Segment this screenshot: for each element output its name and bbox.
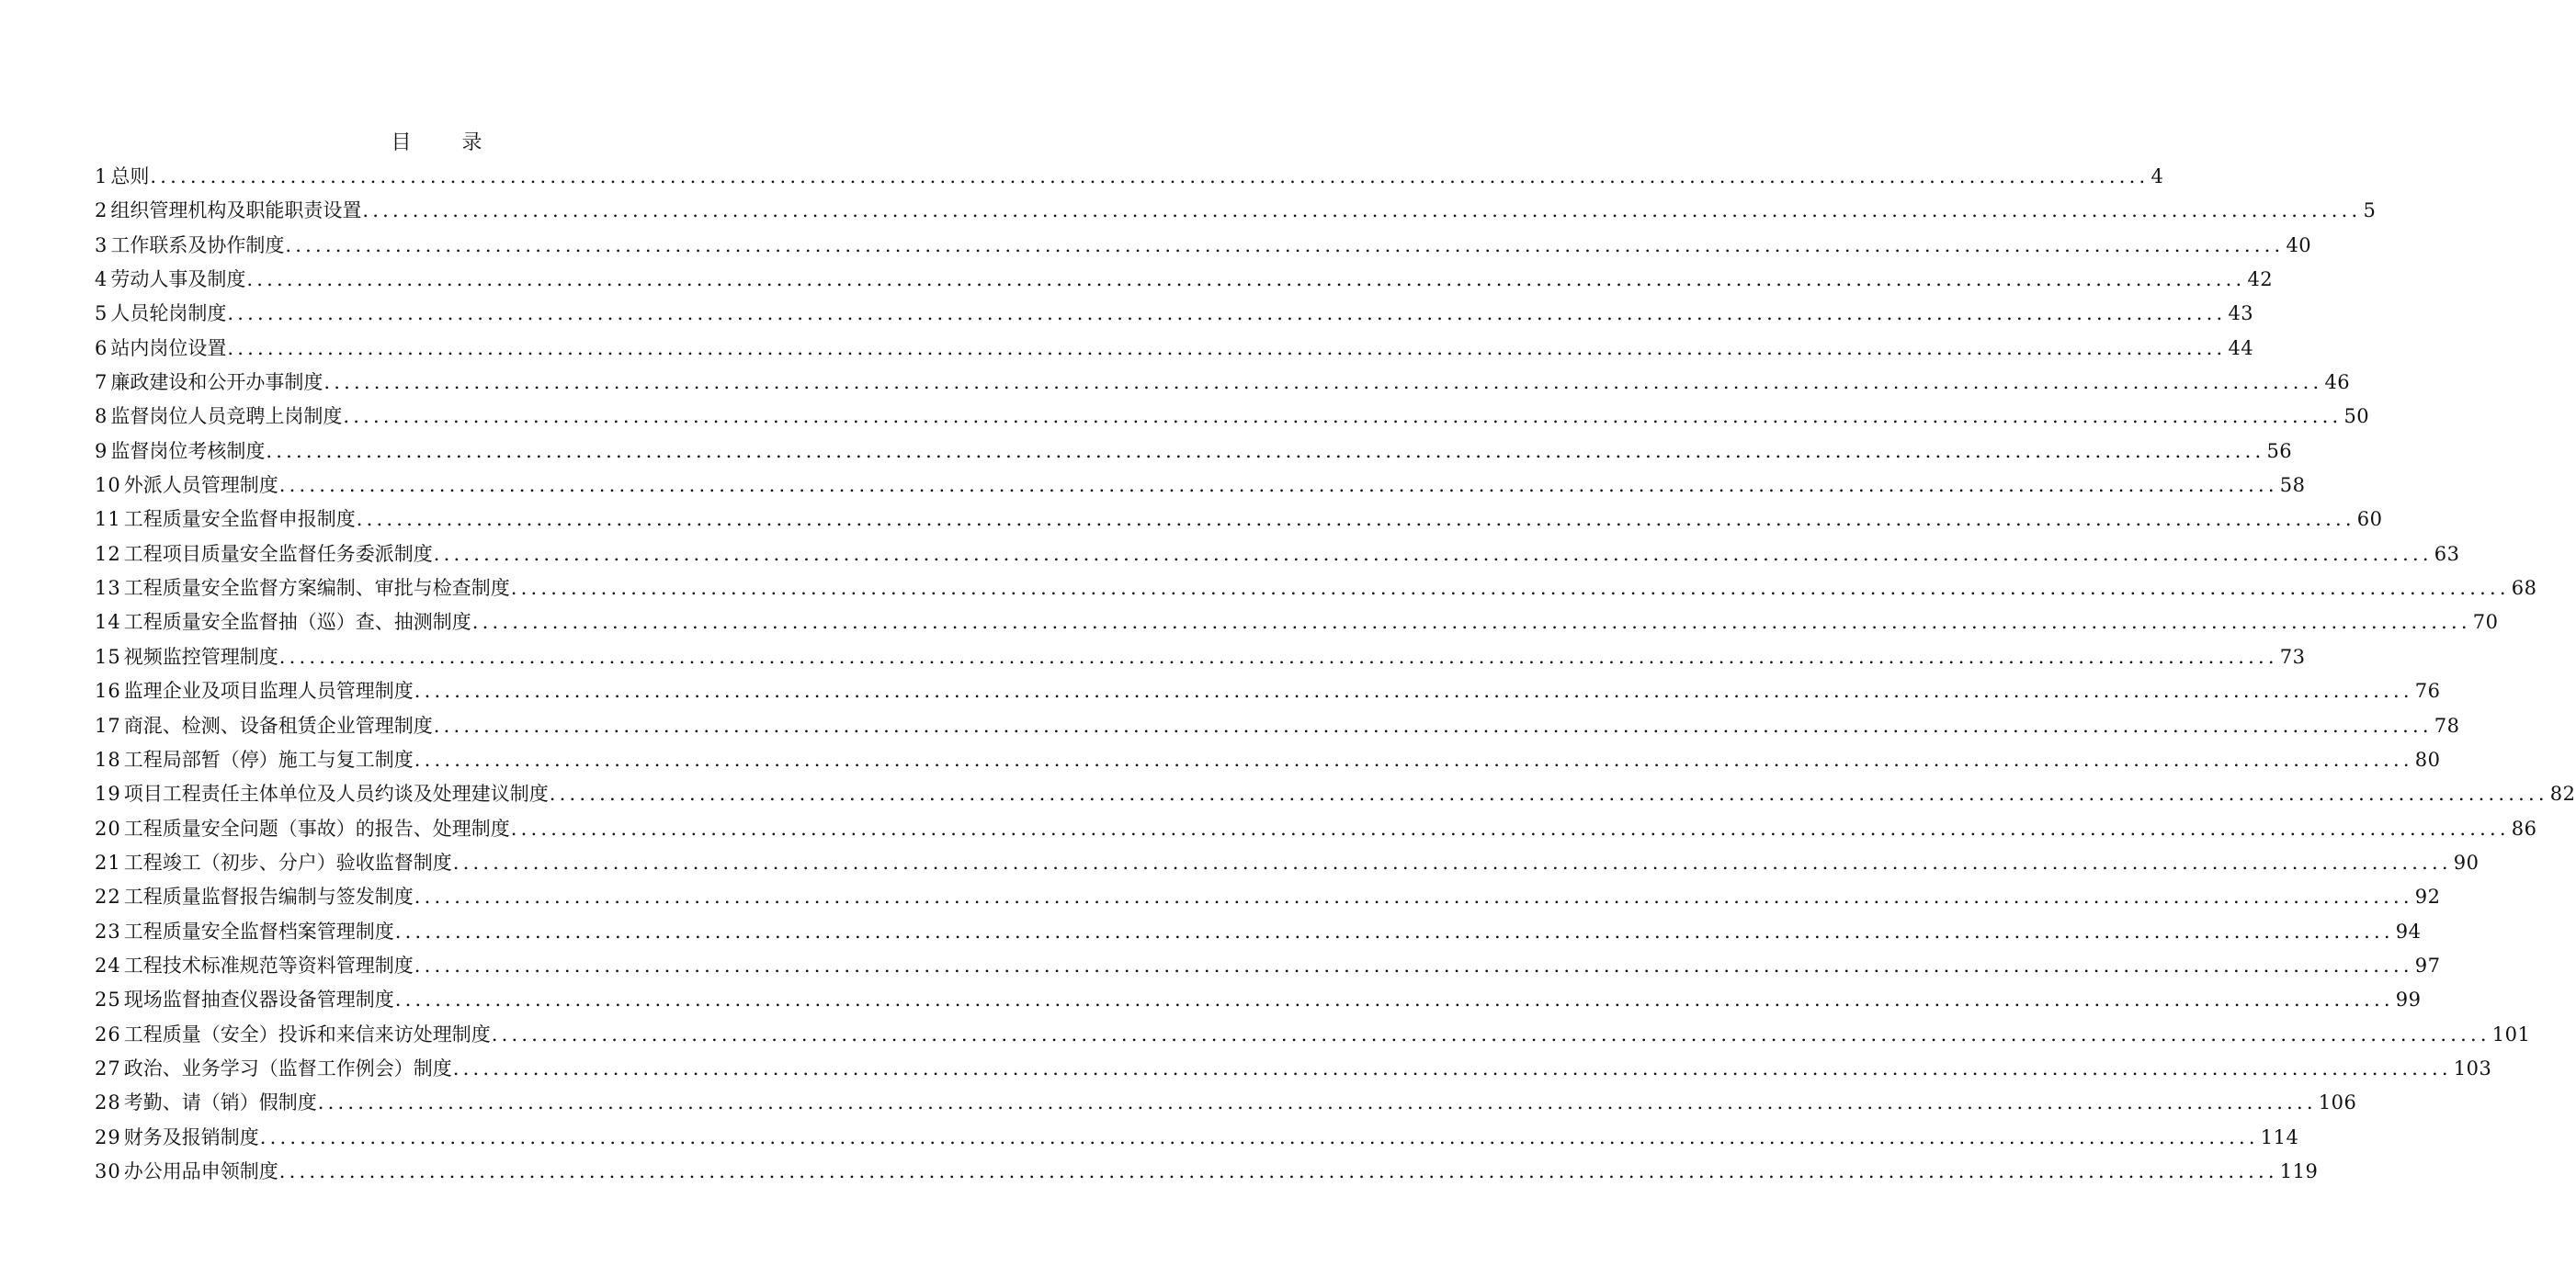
toc-entry-number: 14 [95,611,121,634]
toc-entry-number: 17 [95,714,121,737]
toc-entry-8[interactable] [95,400,2370,434]
toc-entry-page-number: 5 [2363,199,2377,222]
toc-entry-22[interactable] [95,880,2441,914]
toc-entry-page-number: 76 [2414,680,2441,703]
toc-entry-29[interactable] [95,1121,2299,1155]
toc-entry-title: 组织管理机构及职能职责设置 [110,199,362,222]
toc-entry-title: 监督岗位考核制度 [110,439,266,462]
toc-entry-page-number: 114 [2260,1125,2299,1148]
toc-entry-3[interactable] [95,229,2312,263]
toc-dot-leader: ........................................................................................................................................................................................................ [246,268,2246,291]
toc-entry-title: 总则 [110,165,150,187]
toc-entry-number: 16 [95,680,121,703]
toc-entry-5[interactable] [95,297,2254,331]
toc-entry-2[interactable] [95,194,2377,228]
toc-entry-page-number: 103 [2453,1057,2492,1079]
toc-entry-title: 工程竣工（初步、分户）验收监督制度 [123,851,452,874]
toc-entry-page-number: 97 [2414,954,2441,977]
toc-entry-number: 29 [95,1125,121,1148]
toc-dot-leader: ........................................................................................................................................................................................................ [452,1057,2452,1079]
toc-entry-1[interactable] [95,160,2164,194]
toc-entry-title: 办公用品申领制度 [123,1159,278,1182]
toc-entry-page-number: 42 [2247,268,2274,291]
toc-entry-20[interactable] [95,812,2537,846]
toc-dot-leader: ........................................................................................................................................................................................................ [227,302,2227,325]
toc-entry-page-number: 68 [2511,577,2537,600]
toc-entry-16[interactable] [95,674,2441,708]
toc-entry-number: 10 [95,474,121,497]
toc-entry-number: 1 [95,165,108,187]
toc-entry-page-number: 44 [2228,336,2254,359]
toc-entry-title: 工程质量监督报告编制与签发制度 [123,886,414,909]
toc-entry-title: 工程局部暂（停）施工与复工制度 [123,748,414,771]
toc-entry-number: 11 [95,508,121,531]
toc-entry-title: 监督岗位人员竞聘上岗制度 [110,405,343,428]
toc-entry-page-number: 86 [2511,817,2537,840]
toc-entry-page-number: 90 [2453,851,2480,874]
toc-dot-leader: ........................................................................................................................................................................................................ [414,954,2413,977]
toc-entry-number: 9 [95,439,108,462]
toc-entry-10[interactable] [95,469,2306,503]
toc-entry-number: 25 [95,989,121,1012]
toc-entry-number: 18 [95,748,121,771]
toc-entry-number: 15 [95,645,121,668]
toc-entry-21[interactable] [95,846,2480,880]
toc-dot-leader: ........................................................................................................................................................................................................ [394,920,2394,943]
toc-entry-title: 工程质量安全问题（事故）的报告、处理制度 [123,817,510,840]
toc-dot-leader: ........................................................................................................................................................................................................ [343,405,2343,428]
toc-entry-number: 6 [95,336,108,359]
toc-entry-23[interactable] [95,915,2422,949]
toc-entry-page-number: 80 [2414,748,2441,771]
toc-dot-leader: ........................................................................................................................................................................................................ [356,508,2355,531]
toc-entry-24[interactable] [95,949,2441,983]
toc-entry-title: 廉政建设和公开办事制度 [110,371,323,394]
toc-entry-13[interactable] [95,571,2537,605]
toc-entry-title: 考勤、请（销）假制度 [123,1091,317,1114]
toc-dot-leader: ........................................................................................................................................................................................................ [278,474,2278,497]
toc-entry-title: 项目工程责任主体单位及人员约谈及处理建议制度 [123,783,549,806]
toc-dot-leader: ........................................................................................................................................................................................................ [266,439,2265,462]
toc-entry-page-number: 106 [2318,1091,2357,1114]
toc-entry-title: 劳动人事及制度 [110,268,246,291]
toc-entry-page-number: 46 [2324,371,2351,394]
toc-entry-title: 工程项目质量安全监督任务委派制度 [123,542,433,565]
toc-dot-leader: ........................................................................................................................................................................................................ [362,199,2362,222]
toc-entry-number: 26 [95,1023,121,1046]
toc-entry-11[interactable] [95,503,2383,537]
toc-entry-title: 站内岗位设置 [110,336,227,359]
toc-entry-title: 工程质量安全监督档案管理制度 [123,920,394,943]
toc-entry-number: 19 [95,783,121,806]
toc-entry-number: 8 [95,405,108,428]
toc-entry-15[interactable] [95,640,2306,674]
toc-entry-17[interactable] [95,709,2460,743]
toc-dot-leader: ........................................................................................................................................................................................................ [452,851,2452,874]
toc-entry-number: 4 [95,268,108,291]
toc-dot-leader: ........................................................................................................................................................................................................ [394,989,2394,1012]
toc-entry-title: 商混、检测、设备租赁企业管理制度 [123,714,433,737]
toc-entry-page-number: 56 [2266,439,2293,462]
toc-entry-28[interactable] [95,1086,2357,1120]
toc-entry-title: 财务及报销制度 [123,1125,259,1148]
toc-entry-27[interactable] [95,1052,2492,1086]
toc-entry-title: 工程质量安全监督方案编制、审批与检查制度 [123,577,510,600]
toc-entry-26[interactable] [95,1018,2531,1052]
toc-title: 目 录 [391,131,505,154]
toc-dot-leader: ........................................................................................................................................................................................................ [491,1023,2491,1046]
toc-entry-page-number: 78 [2434,714,2460,737]
toc-dot-leader: ........................................................................................................................................................................................................ [285,233,2285,256]
toc-dot-leader: ........................................................................................................................................................................................................ [471,611,2471,634]
toc-entry-page-number: 70 [2472,611,2499,634]
toc-dot-leader: ........................................................................................................................................................................................................ [414,680,2413,703]
toc-entry-number: 21 [95,851,121,874]
toc-dot-leader: ........................................................................................................................................................................................................ [150,165,2150,187]
toc-entry-page-number: 63 [2434,542,2460,565]
toc-dot-leader: ........................................................................................................................................................................................................ [317,1091,2317,1114]
toc-entry-25[interactable] [95,983,2422,1017]
toc-dot-leader: ........................................................................................................................................................................................................ [510,577,2510,600]
toc-entry-number: 7 [95,371,108,394]
toc-entry-number: 12 [95,542,121,565]
toc-entry-title: 工程技术标准规范等资料管理制度 [123,954,414,977]
toc-entry-title: 工程质量安全监督抽（巡）查、抽测制度 [123,611,471,634]
toc-entry-number: 3 [95,233,108,256]
toc-entry-title: 工程质量安全监督申报制度 [123,508,356,531]
toc-entry-number: 23 [95,920,121,943]
toc-dot-leader: ........................................................................................................................................................................................................ [510,817,2510,840]
toc-entry-7[interactable] [95,366,2351,400]
toc-entry-number: 2 [95,199,108,222]
toc-entry-number: 28 [95,1091,121,1114]
toc-entry-6[interactable] [95,332,2254,366]
toc-entry-page-number: 119 [2279,1159,2319,1182]
toc-dot-leader: ........................................................................................................................................................................................................ [278,645,2278,668]
toc-entry-12[interactable] [95,537,2460,571]
toc-entry-title: 监理企业及项目监理人员管理制度 [123,680,414,703]
toc-dot-leader: ........................................................................................................................................................................................................ [259,1125,2259,1148]
toc-entry-19[interactable] [95,777,2576,811]
toc-dot-leader: ........................................................................................................................................................................................................ [433,714,2433,737]
toc-entry-page-number: 94 [2395,920,2422,943]
toc-entry-page-number: 101 [2491,1023,2531,1046]
toc-entry-9[interactable] [95,435,2293,469]
toc-entry-page-number: 92 [2414,886,2441,909]
toc-entry-title: 外派人员管理制度 [123,474,278,497]
toc-entry-title: 政治、业务学习（监督工作例会）制度 [123,1057,452,1079]
toc-entry-number: 27 [95,1057,121,1079]
toc-entry-30[interactable] [95,1155,2319,1189]
toc-list [95,160,2576,1189]
toc-entry-14[interactable] [95,605,2499,639]
toc-dot-leader: ........................................................................................................................................................................................................ [227,336,2227,359]
toc-entry-page-number: 82 [2549,783,2576,806]
toc-entry-title: 工程质量（安全）投诉和来信来访处理制度 [123,1023,491,1046]
toc-entry-page-number: 43 [2228,302,2254,325]
toc-entry-4[interactable] [95,263,2274,297]
toc-entry-number: 5 [95,302,108,325]
toc-dot-leader: ........................................................................................................................................................................................................ [278,1159,2278,1182]
toc-entry-number: 30 [95,1159,121,1182]
toc-entry-page-number: 50 [2343,405,2370,428]
toc-entry-title: 现场监督抽查仪器设备管理制度 [123,989,394,1012]
toc-entry-title: 视频监控管理制度 [123,645,278,668]
toc-entry-18[interactable] [95,743,2441,777]
toc-entry-number: 20 [95,817,121,840]
toc-entry-page-number: 58 [2279,474,2306,497]
toc-entry-number: 13 [95,577,121,600]
toc-entry-page-number: 40 [2286,233,2312,256]
toc-dot-leader: ........................................................................................................................................................................................................ [414,748,2413,771]
toc-entry-number: 22 [95,886,121,909]
toc-entry-page-number: 60 [2356,508,2383,531]
toc-entry-title: 工作联系及协作制度 [110,233,285,256]
toc-entry-number: 24 [95,954,121,977]
toc-dot-leader: ........................................................................................................................................................................................................ [414,886,2413,909]
toc-entry-page-number: 4 [2150,165,2164,187]
toc-dot-leader: ........................................................................................................................................................................................................ [433,542,2433,565]
toc-dot-leader: ........................................................................................................................................................................................................ [323,371,2323,394]
toc-entry-page-number: 99 [2395,989,2422,1012]
toc-entry-page-number: 73 [2279,645,2306,668]
toc-dot-leader: ........................................................................................................................................................................................................ [549,783,2548,806]
toc-entry-title: 人员轮岗制度 [110,302,227,325]
